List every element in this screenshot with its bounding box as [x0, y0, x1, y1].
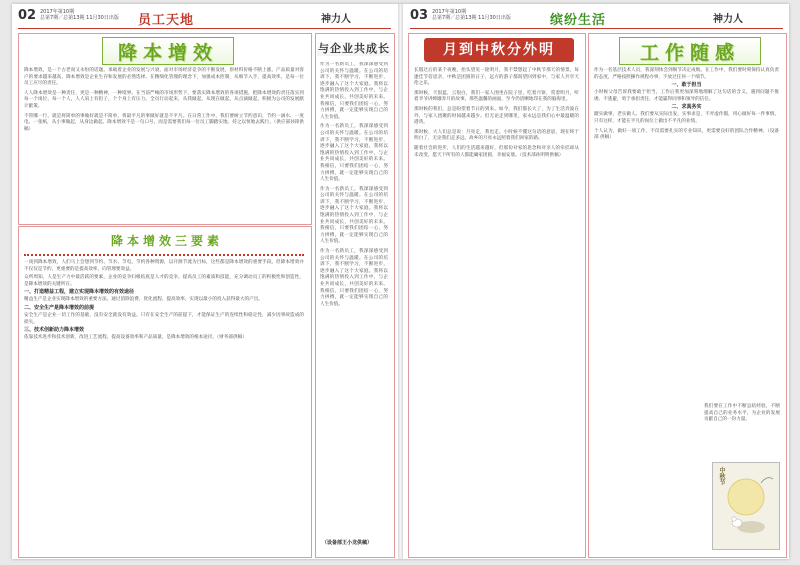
paragraph: 众所周知，人是生产力中最活跃的要素，企业的竞争归根结底是人才的竞争。提高员工的素质和技能，充分调动员工的积极性和创造性，是降本增效的关键所在。 [24, 275, 304, 287]
sidebar-title: 与企业共成长 [318, 42, 390, 55]
article-side-note [704, 404, 780, 424]
paragraph: 安全生产是企业一切工作的基础，没有安全就没有效益。只有在安全生产的前提下，才能保证生产的连续性和稳定性，减少因事故造成的损失。 [24, 312, 304, 325]
article-body [594, 68, 779, 142]
sidebar-credit: （设备部王小龙供稿） [322, 540, 373, 546]
article-title: 月到中秋分外明 [443, 42, 555, 58]
paragraph: 作为一名新员工，我深深感受到公司的关怀与温暖。在公司的培训下，我不断学习，不断进步，逐步融入了这个大家庭。我将以饱满的热情投入到工作中，与企业共同成长，共创美好的未来。我相信，只要我们团结一心，努力拼搏，就一定能够实现自己的人生价值。 [320, 124, 388, 183]
article-title: 降本增效三要素 [110, 234, 223, 248]
paragraph: 依靠技术进步和技术创新，改进工艺流程，提高设备效率和产品质量，是降本增效的根本途径。（财务部供稿） [24, 335, 247, 341]
paragraph: 我们要在工作中不断总结经验，不断提高自己的业务水平，为企业的发展贡献自己的一份力量。 [704, 404, 780, 423]
article-title-banner [102, 37, 234, 65]
subheading: 一、打造精益工程，建立实现降本增效的有效途径 [24, 289, 135, 296]
mid-autumn-illustration [712, 462, 780, 550]
paragraph: 人人降本增效是一种责任，更是一种精神，一种境界。在当前严峻的市场形势下，要落实降本增效的各项措施，把降本增效的责任落实到每一个岗位、每一个人，人人肩上有担子，个个身上有压力。全员行动起来，从我做起，从现在做起，从点滴做起，积极为公司的发展献计献策。 [24, 90, 304, 109]
article-title-banner [92, 232, 242, 249]
sidebar-title-wrap [317, 40, 391, 56]
paragraph: 不管哪一行，就是将简单的事做好就是不简单，将最平凡的事做好就是不平凡。在日常工作中，我们要树立节约意识，节约一滴水、一度电、一张纸，从小事做起，从身边做起。降本增效不是一句口号，而是需要我们每一位员工脚踏实地、持之以恒地去践行。（供应部孙锋供稿） [24, 113, 304, 132]
article-title-banner [424, 38, 574, 62]
brand-logo: 神力人 [321, 14, 351, 25]
subheading: 三、技术创新助力降本增效 [24, 327, 85, 334]
page-gutter [398, 4, 403, 559]
paragraph: 那时候，大人们总是说：月亮走，我也走。小时候不懂这句话的意思，现在终于明白了，无论我们走多远，故乡的月亮永远照着我们回家的路。 [414, 129, 579, 142]
right-page [404, 4, 789, 559]
paragraph: 一谈到降本增效，人们马上会想到节约、节水、节电、节约各种资源，以开源节流为目标，这些都是降本增效的重要手段。但降本增效并不仅仅是节约，更重要的是提高效率，向管理要效益。 [24, 260, 304, 272]
moon-caption: 中秋节 [718, 467, 725, 485]
article-body [414, 68, 579, 159]
newspaper-spread [12, 4, 789, 559]
paragraph: 个人认为，做好一项工作，不仅需要扎实的专业知识，更需要良好的团队合作精神。（设备部 供稿） [594, 128, 779, 141]
paragraph: 作为一名新员工，我深深感受到公司的关怀与温暖。在公司的培训下，我不断学习，不断进步，逐步融入了这个大家庭。我将以饱满的热情投入到工作中，与企业共同成长，共创美好的未来。我相信，只要我们团结一心，努力拼搏，就一定能够实现自己的人生价值。 [320, 186, 388, 245]
article-title: 降本增效 [117, 42, 218, 64]
issue-info: 2017年第10期 总第7期／总第13期 11月30日出版 [432, 9, 511, 21]
issue-info: 2017年第10期 总第7期／总第13期 11月30日出版 [40, 9, 119, 21]
article-title-banner [619, 37, 761, 65]
divider [24, 254, 304, 258]
paragraph: 长假过后的某个夜晚，抬头望见一轮明月，我不禁想起了中秋节那天的情景。每逢佳节倍思亲，中秋是团圆的日子，远方的游子都渴望回到家中，与家人共享天伦之乐。 [414, 68, 579, 87]
paragraph: 随着社会的进步，人们的生活越来越好，但那份对家的思念和对亲人的牵挂却从未改变。愿天下所有的人都能阖家团圆，幸福安康。（技术部孙明明供稿） [414, 145, 579, 158]
paragraph: 作为一名新员工，我深深感受到公司的关怀与温暖。在公司的培训下，我不断学习，不断进步，逐步融入了这个大家庭。我将以饱满的热情投入到工作中，与企业共同成长，共创美好的未来。我相信，只要我们团结一心，努力拼搏，就一定能够实现自己的人生价值。 [320, 249, 388, 307]
paragraph: 踏实做事，老实做人。我们要从实际出发，实事求是，不弄虚作假，用心做好每一件事情。只有这样，才能在平凡的岗位上做出不平凡的业绩。 [594, 112, 779, 124]
subheading: 二、求真务实 [671, 104, 702, 111]
paragraph: 作为一名基层技术人员，我深刻体会到细节决定成败。在工作中，我们要时刻保持认真负责的态度，严格按照操作规程办事，不放过任何一个细节。 [594, 68, 779, 80]
paragraph: 降本增效，是一个古老而又永恒的话题。承载着企业的发展与兴衰，面对市场经济竞争的不断发展，原材料价格不断上涨，产品质量对客户的要求越来越高，降本增效是企业生存和发展的必然选择。在精细化管理的理念下，加强成本控制，从细节入手，提高效率，是每一位员工应尽的责任。 [24, 68, 304, 87]
subheading: 二、安全生产是降本增效的前提 [24, 304, 95, 311]
paragraph: 那时候的我们，总是盼望着节日的到来。如今，我们都长大了，为了生活奔波在外，与家人团聚的时间越来越少。但无论走到哪里，家永远是我们心中最温暖的港湾。 [414, 106, 579, 126]
paragraph: 作为一名新员工，我深深感受到公司的关怀与温暖。在公司的培训下，我不断学习，不断进步，逐步融入了这个大家庭。我将以饱满的热情投入到工作中，与企业共同成长，共创美好的未来。我相信，只要我们团结一心，努力拼搏，就一定能够实现自己的人生价值。 [320, 62, 388, 120]
left-page-header [18, 8, 391, 29]
subheading: 一、敢于担当 [671, 82, 702, 89]
paragraph: 小时候父母告诉我要敢于担当，工作后我更加深刻地理解了这句话的含义。遇到问题不推诿、不逃避，勇于承担责任，才能赢得同事和领导的信任。 [594, 90, 779, 102]
section-title: 缤纷生活 [550, 13, 607, 28]
paragraph: 精益生产是企业实现降本增效的重要方法，通过消除浪费、优化流程、提高效率，实现以最小的投入获得最大的产出。 [24, 297, 263, 303]
page-number: 03 [410, 8, 429, 23]
page-number: 02 [18, 8, 37, 23]
article-body [24, 260, 304, 342]
sidebar-body [320, 62, 388, 532]
right-page-header [410, 8, 783, 29]
article-title: 工作随感 [639, 42, 740, 64]
section-title: 员工天地 [138, 13, 195, 28]
article-body [24, 68, 304, 133]
brand-logo: 神力人 [713, 14, 743, 25]
left-page [12, 4, 397, 559]
paragraph: 那时候，天很蓝，云很白，我们一家人围坐在院子里，吃着月饼，赏着明月，听着爷爷讲嫦娥奔月的故事。那些温馨的画面，至今仍清晰地印在我的脑海里。 [414, 90, 579, 103]
